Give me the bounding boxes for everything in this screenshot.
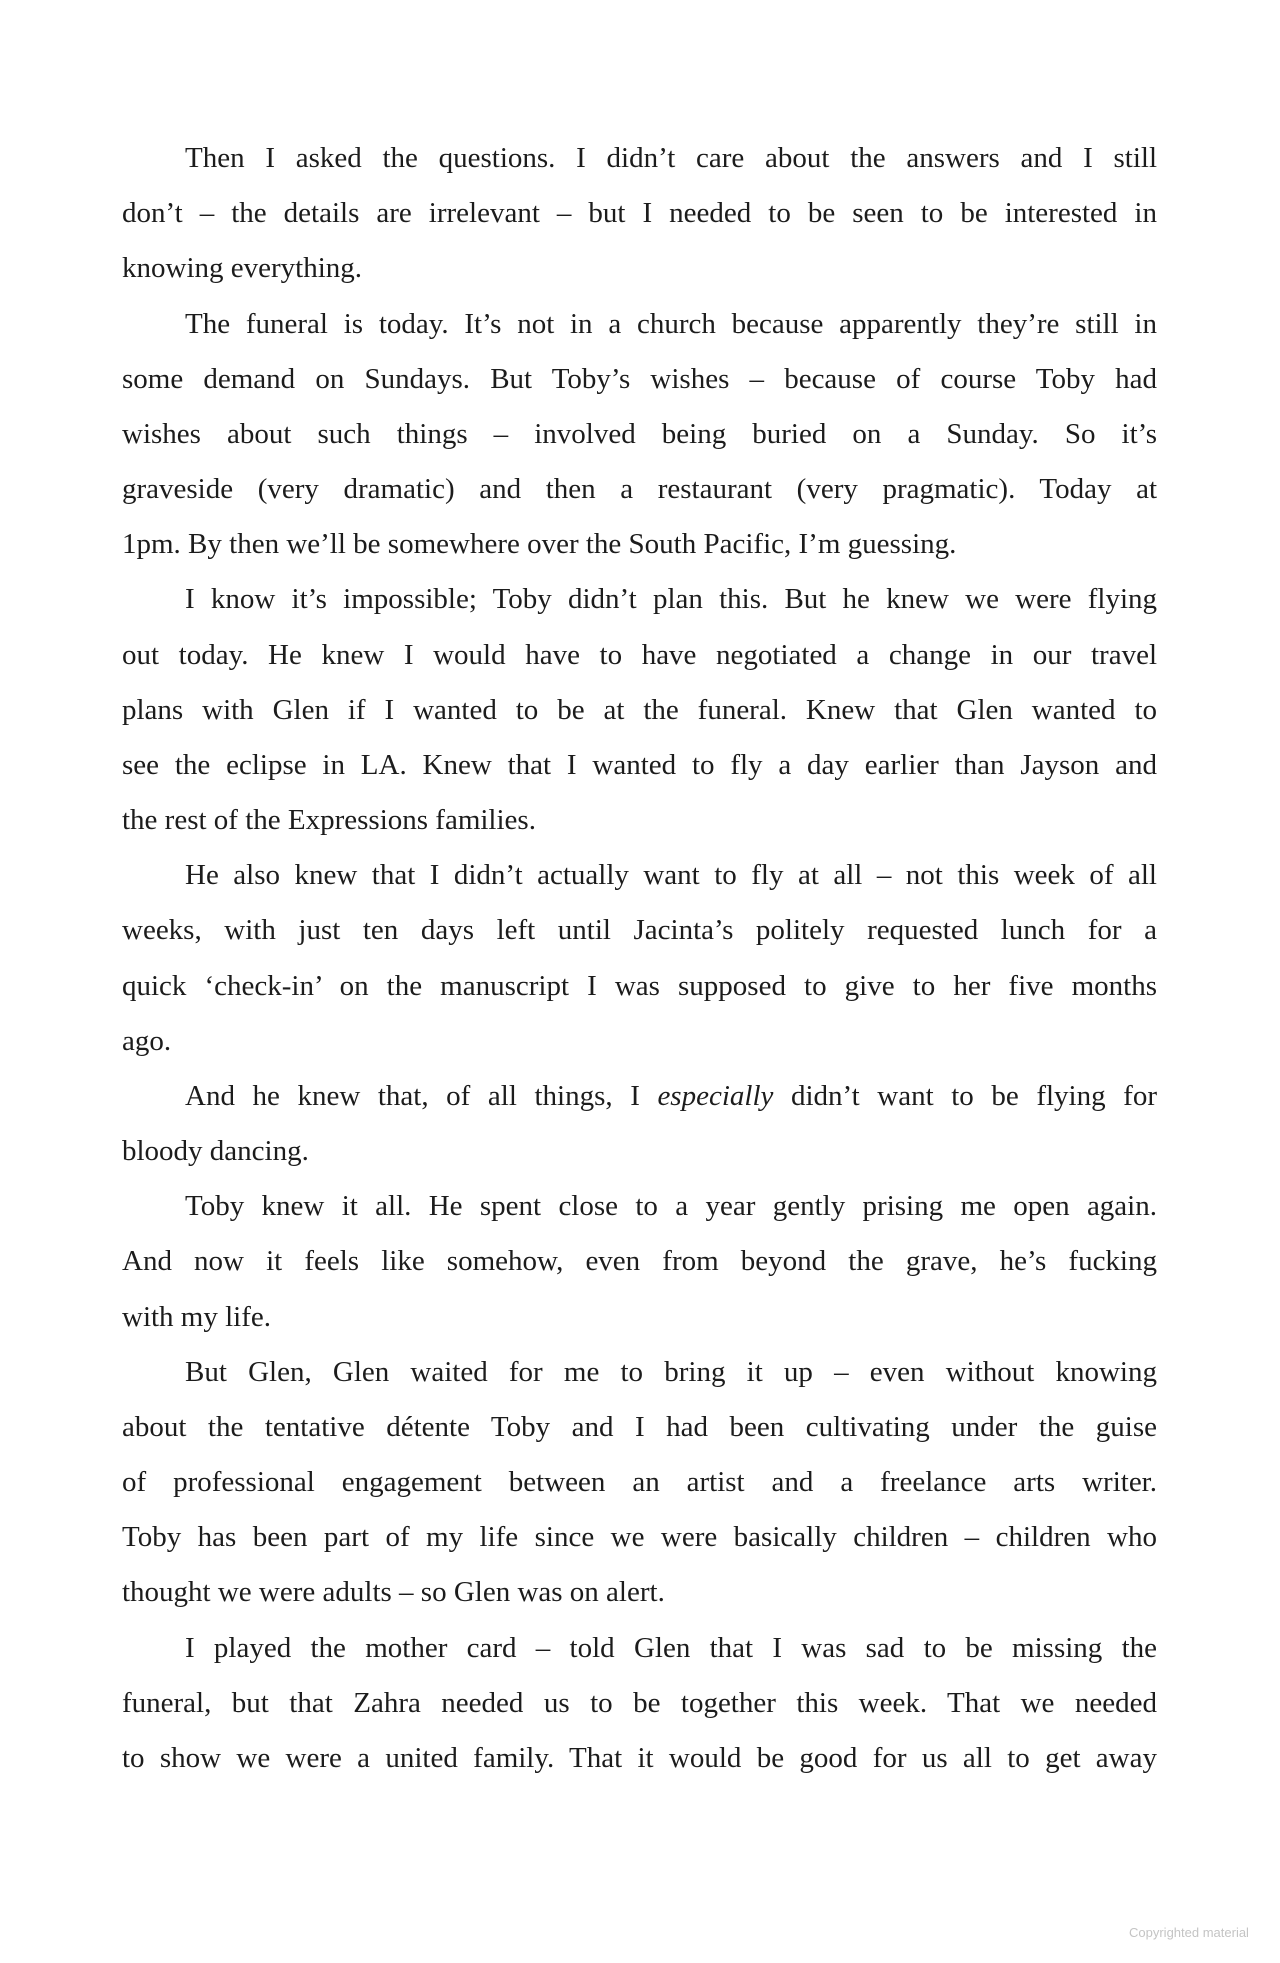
text-line: ago. [122,1024,172,1057]
text-line: 1pm. By then we’ll be somewhere over the South Pacific, I’m guessing. [122,528,957,561]
paragraph-first-line [185,1076,1157,1116]
text-line: the rest of the Expressions families. [122,804,536,837]
body-text [122,0,1157,1963]
paragraph-first-line: He also knew that I didn’t actually want to fly at all – not this week of all [185,859,1157,892]
paragraph-first-line: I played the mother card – told Glen that I was sad to be missing the [185,1631,1157,1664]
text-line: graveside (very dramatic) and then a restaurant (very pragmatic). Today at [122,473,1157,506]
emphasis-text: especially [657,1079,774,1112]
paragraph-first-line: Toby knew it all. He spent close to a year gently prising me open again. [185,1190,1157,1223]
text-line: Toby has been part of my life since we were basically children – children who [122,1521,1157,1554]
text-line: wishes about such things – involved being buried on a Sunday. So it’s [122,417,1157,450]
paragraph-first-line: I know it’s impossible; Toby didn’t plan this. But he knew we were flying [185,583,1157,616]
text-line: don’t – the details are irrelevant – but I needed to be seen to be interested in [122,197,1157,230]
copyright-notice: Copyrighted material [1129,1925,1249,1940]
text-line: thought we were adults – so Glen was on alert. [122,1576,665,1609]
text-line: quick ‘check-in’ on the manuscript I was supposed to give to her five months [122,969,1157,1002]
text-line: plans with Glen if I wanted to be at the funeral. Knew that Glen wanted to [122,693,1157,726]
text-line: And now it feels like somehow, even from beyond the grave, he’s fucking [122,1245,1157,1278]
text-line: see the eclipse in LA. Knew that I wanted to fly a day earlier than Jayson and [122,748,1157,781]
text-run: And he knew that, of all things, I [185,1079,658,1112]
text-line: weeks, with just ten days left until Jacinta’s politely requested lunch for a [122,914,1157,947]
text-line: some demand on Sundays. But Toby’s wishes – because of course Toby had [122,362,1157,395]
text-line: with my life. [122,1300,272,1333]
text-line: funeral, but that Zahra needed us to be together this week. That we needed [122,1686,1157,1719]
text-line: about the tentative détente Toby and I had been cultivating under the guise [122,1410,1157,1443]
paragraph-first-line: Then I asked the questions. I didn’t care about the answers and I still [185,142,1157,174]
text-line: to show we were a united family. That it would be good for us all to get away [122,1741,1157,1774]
text-line: knowing everything. [122,252,363,285]
text-line: out today. He knew I would have to have negotiated a change in our travel [122,638,1157,671]
text-line: of professional engagement between an artist and a freelance arts writer. [122,1466,1157,1499]
paragraph-first-line: The funeral is today. It’s not in a church because apparently they’re still in [185,307,1157,340]
paragraph-first-line: But Glen, Glen waited for me to bring it up – even without knowing [185,1355,1157,1388]
text-line: bloody dancing. [122,1135,309,1168]
text-run: didn’t want to be flying for [773,1079,1157,1112]
